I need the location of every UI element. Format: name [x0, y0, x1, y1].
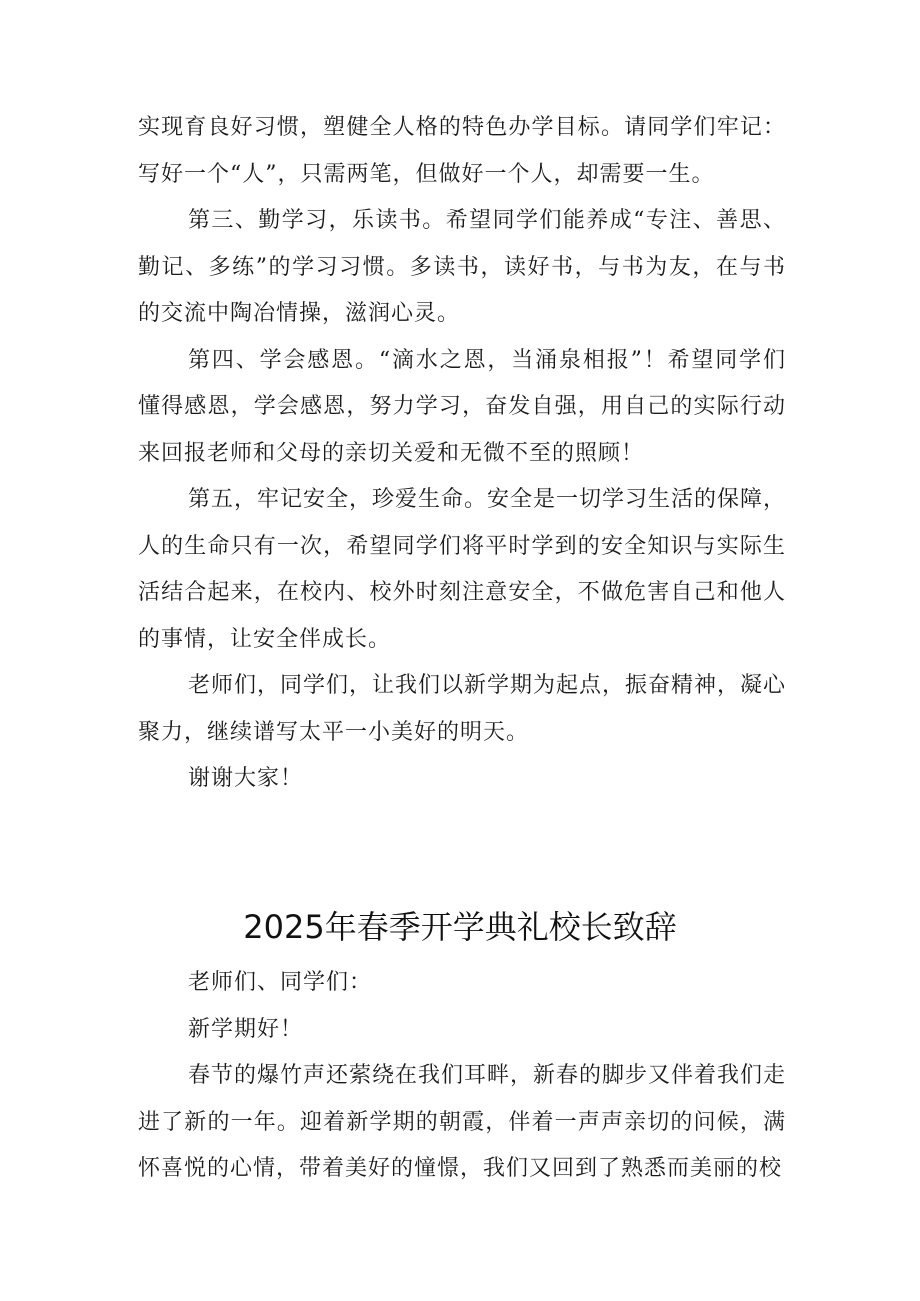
paragraph-closing-call: 老师们，同学们，让我们以新学期为起点，振奋精神，凝心聚力，继续谱写太平一小美好的明天。 — [138, 673, 787, 745]
paragraph-fourth-gratitude: 第四、学会感恩。“滴水之恩，当涌泉相报”！希望同学们懂得感恩，学会感恩，努力学习，奋发自强，用自己的实际行动来回报老师和父母的亲切关爱和无微不至的照顾！ — [138, 347, 786, 466]
paragraph-habits: 实现育良好习惯，塑健全人格的特色办学目标。请同学们牢记：写好一个“人”，只需两笔，但做好一个人，却需要一生。 — [138, 115, 786, 187]
speech-title: 2025年春季开学典礼校长致辞 — [243, 908, 677, 946]
previous-speech-continuation — [138, 105, 786, 803]
paragraph-third-study: 第三、勤学习，乐读书。希望同学们能养成“专注、善思、勤记、多练”的学习习惯。多读书，读好书，与书为友，在与书的交流中陶冶情操，滋润心灵。 — [138, 208, 786, 326]
salutation: 老师们、同学们： — [188, 970, 373, 995]
greeting: 新学期好！ — [188, 1016, 304, 1042]
paragraph-thanks: 谢谢大家！ — [188, 766, 304, 791]
speech-body — [138, 960, 786, 1193]
paragraph-fifth-safety: 第五，牢记安全，珍爱生命。安全是一切学习生活的保障，人的生命只有一次，希望同学们将平时学到的安全知识与实际生活结合起来，在校内、校外时刻注意安全，不做危害自己和他人的事情，让安全伴成长。 — [138, 487, 787, 652]
paragraph-spring-festival: 春节的爆竹声还萦绕在我们耳畔，新春的脚步又伴着我们走进了新的一年。迎着新学期的朝霞，伴着一声声亲切的问候，满怀喜悦的心情，带着美好的憧憬，我们又回到了熟悉而美丽的校 — [138, 1063, 787, 1181]
